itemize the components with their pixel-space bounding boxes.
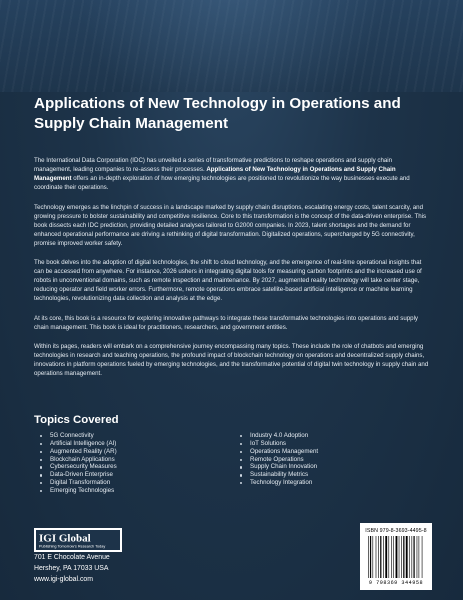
barcode-bar <box>368 536 369 578</box>
topic-item: Technology Integration <box>236 479 318 487</box>
topic-item: Artificial Intelligence (AI) <box>36 440 117 448</box>
barcode-bar <box>406 536 408 578</box>
topic-item: 5G Connectivity <box>36 432 117 440</box>
barcode-bar <box>401 536 402 578</box>
topic-item: Data-Driven Enterprise <box>36 471 117 479</box>
barcode-bar <box>422 536 423 578</box>
isbn-label: ISBN 979-8-3693-4495-8 <box>365 528 427 534</box>
barcode-bar <box>409 536 410 578</box>
barcode-bar <box>383 536 384 578</box>
barcode-bar <box>403 536 404 578</box>
topics-heading: Topics Covered <box>34 414 119 426</box>
topic-item: Augmented Reality (AR) <box>36 448 117 456</box>
barcode-bar <box>380 536 381 578</box>
barcode-bar <box>391 536 392 578</box>
header-texture <box>0 0 463 92</box>
logo-tagline: Publishing Tomorrow's Research Today <box>39 544 106 549</box>
barcode-bar <box>399 536 400 578</box>
barcode-bar <box>373 536 374 578</box>
logo-name: IGI Global <box>39 532 91 545</box>
barcode-bar <box>385 536 387 578</box>
publisher-website: www.igi-global.com <box>34 575 93 583</box>
topic-item: Digital Transformation <box>36 479 117 487</box>
topic-item: Cybersecurity Measures <box>36 463 117 471</box>
barcode-digits: 9 798369 344958 <box>368 580 424 586</box>
barcode-panel <box>360 523 432 590</box>
topic-item: Blockchain Applications <box>36 456 117 464</box>
paragraph-intro-rest: offers an in-depth exploration of how emerging technologies are positioned to revolutionize the way businesses execute and coordinate their operations. <box>34 175 410 191</box>
barcode-bar <box>413 536 414 578</box>
description <box>34 156 430 389</box>
publisher-address <box>34 553 110 585</box>
barcode-bar <box>393 536 394 578</box>
barcode-bar <box>376 536 377 578</box>
barcode-bar <box>417 536 418 578</box>
barcode-bar <box>412 536 413 578</box>
topics-list-right <box>236 432 318 487</box>
paragraph-adoption: The book delves into the adoption of digital technologies, the shift to cloud technology, and the emergence of real-time operational insights that can be accessed from anywhere. For instance, 2026 ushers in integrating digital tools for measuring carbon footprints and the increased use of robots in unconventional domains, such as remote inspection and maintenance. By 2027, augmented reality technology will take center stage, reducing operator and field worker errors. Furthermore, remote operations embrace satellite-based artificial intelligence or machine learning technologies, revolutionizing data collection and analysis at the edge. <box>34 259 422 302</box>
topic-item: Supply Chain Innovation <box>236 463 318 471</box>
igi-global-logo <box>34 528 122 552</box>
paragraph-intro-lead: The International Data Corporation (IDC) has unveiled a series of transformative predictions to reshape operations and supply chain management, leading companies to re-assess their processes. <box>34 157 393 173</box>
topic-item: Industry 4.0 Adoption <box>236 432 318 440</box>
paragraph-topics-overview: Within its pages, readers will embark on a comprehensive journey encompassing many topics. These include the role of chatbots and emerging technologies in research and teaching operations, the profound impact of blockchain technology on operations and decentralized supply chains, innovations in platform operations fueled by emerging technologies, and the transformative potential of digital twin technology in supply chain and operations management. <box>34 343 429 377</box>
paragraph-intro <box>34 156 430 192</box>
topic-item: Remote Operations <box>236 456 318 464</box>
topic-item: Sustainability Metrics <box>236 471 318 479</box>
address-line-1: 701 E Chocolate Avenue <box>34 554 110 561</box>
topic-item: Operations Management <box>236 448 318 456</box>
book-title: Applications of New Technology in Operations and Supply Chain Management <box>34 95 401 132</box>
barcode-bar <box>419 536 420 578</box>
barcode-bar <box>388 536 389 578</box>
topics-list-left <box>36 432 117 495</box>
paragraph-technology: Technology emerges as the linchpin of success in a landscape marked by supply chain disruptions, escalating energy costs, talent scarcity, and growing pressure to bolster sustainability and competitive resilience. Core to this transformation is the concept of the data-driven enterprise. This book dissects each IDC prediction, providing detailed analyses tailored to G2000 companies. In 2023, talent shortages and the demand for enhanced operational performance are driving a rethinking of digital transformation. Digitalized operations, supercharged by 5G connectivity, promise improved worker safety. <box>34 203 427 247</box>
paragraph-core: At its core, this book is a resource for exploring innovative pathways to integrate these transformative technologies into operations and supply chain management. This book is ideal for practitioners, researchers, and government entities. <box>34 314 419 331</box>
barcode-bar <box>370 536 371 578</box>
barcode-bar <box>396 536 398 578</box>
topic-item: Emerging Technologies <box>36 487 117 495</box>
barcode-bar <box>378 536 379 578</box>
paragraph-intro-book-title: Applications of New Technology in Operations and Supply Chain Management <box>34 166 396 182</box>
topic-item: IoT Solutions <box>236 440 318 448</box>
address-line-2: Hershey, PA 17033 USA <box>34 564 109 572</box>
